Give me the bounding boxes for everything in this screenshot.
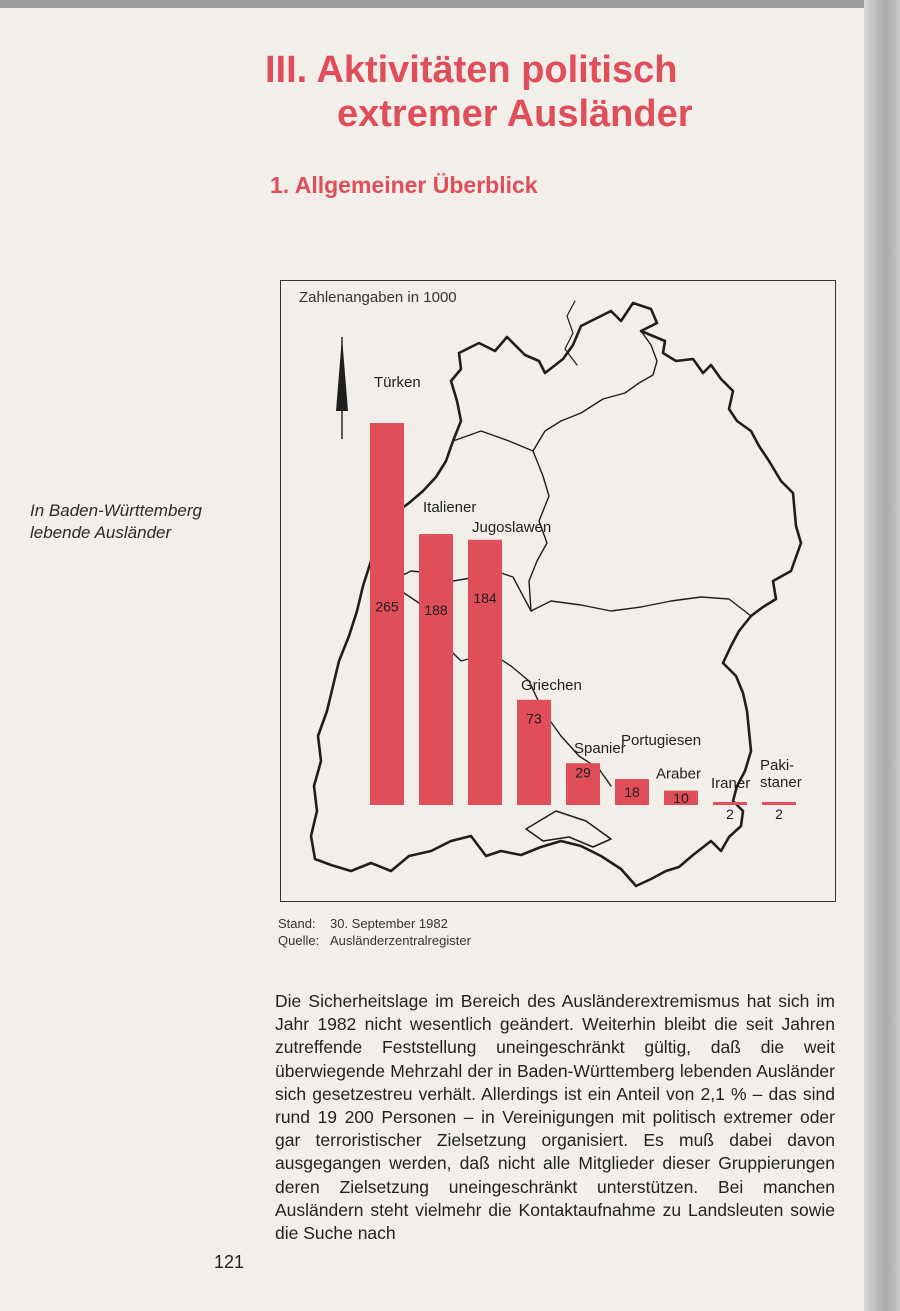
category-label-portugiesen: Portugiesen xyxy=(621,732,702,750)
figure-caption xyxy=(278,915,471,949)
value-label-griechen: 73 xyxy=(526,710,542,727)
bar-iraner xyxy=(713,802,747,805)
page-edge-right xyxy=(864,0,900,1311)
heading-line-1: III. Aktivitäten politisch xyxy=(265,49,678,91)
body-paragraph: Die Sicherheitslage im Bereich des Ausländerextremismus hat sich im Jahr 1982 nicht wesentlich geändert. Weiterhin bleibt die seit Jahren zutreffende Feststellung uneingeschränkt gültig, daß die weit überwiegende Mehrzahl der in Baden-Württemberg lebenden Ausländer sich gesetzestreu verhält. Allerdings ist ein Anteil von 2,1 % – das sind rund 19 200 Personen – in Vereinigungen mit politisch extremer oder gar terroristischer Zielsetzung organisiert. Es muß dabei davon ausgegangen werden, daß nicht alle Mitglieder dieser Gruppierungen deren Zielsetzung uneingeschränkt unterstützen. Bei manchen Ausländern steht vielmehr die Kontaktaufnahme zu Landsleuten sowie die Suche nach xyxy=(275,991,835,1244)
category-label-türken: Türken xyxy=(374,374,421,391)
category-label-araber: Araber xyxy=(656,765,702,783)
units-label: Zahlenangaben in 1000 xyxy=(299,289,457,306)
chapter-heading xyxy=(265,48,825,136)
category-label-iraner: Iraner xyxy=(711,775,751,792)
category-label-spanier: Spanier xyxy=(574,740,626,758)
page-edge-top xyxy=(0,0,900,8)
category-label-griechen: Griechen xyxy=(521,676,582,694)
foreigners-chart-figure xyxy=(280,280,836,902)
category-label-pakistaner: Paki-staner xyxy=(760,757,802,791)
value-label-iraner: 2 xyxy=(726,806,734,822)
caption-source-line xyxy=(278,932,471,949)
heading-line-2: extremer Ausländer xyxy=(337,93,693,135)
value-label-pakistaner: 2 xyxy=(775,806,783,822)
caption-source-key: Quelle: xyxy=(278,933,320,948)
value-label-türken: 265 xyxy=(375,598,399,615)
caption-stand-key: Stand: xyxy=(278,916,316,931)
margin-note: In Baden-Württemberg lebende Ausländer xyxy=(30,501,202,542)
page-number: 121 xyxy=(214,1252,245,1272)
category-label-jugoslawen: Jugoslawen xyxy=(472,518,552,536)
bars-layer xyxy=(370,374,802,822)
value-label-italiener: 188 xyxy=(424,601,448,618)
value-label-araber: 10 xyxy=(673,789,689,806)
caption-stand-line xyxy=(278,915,471,932)
category-label-italiener: Italiener xyxy=(423,498,477,516)
caption-stand-value: 30. September 1982 xyxy=(330,916,448,931)
section-subheading: 1. Allgemeiner Überblick xyxy=(270,172,538,198)
value-label-spanier: 29 xyxy=(575,764,591,781)
caption-source-value: Ausländerzentralregister xyxy=(330,933,471,948)
map-internal-border-north xyxy=(453,331,657,451)
bar-jugoslawen xyxy=(468,540,502,805)
chart-canvas xyxy=(281,281,837,903)
bar-pakistaner xyxy=(762,802,796,805)
bar-italiener xyxy=(419,534,453,805)
north-arrow-icon xyxy=(336,337,348,439)
value-label-jugoslawen: 184 xyxy=(473,590,497,607)
value-label-portugiesen: 18 xyxy=(624,784,640,801)
